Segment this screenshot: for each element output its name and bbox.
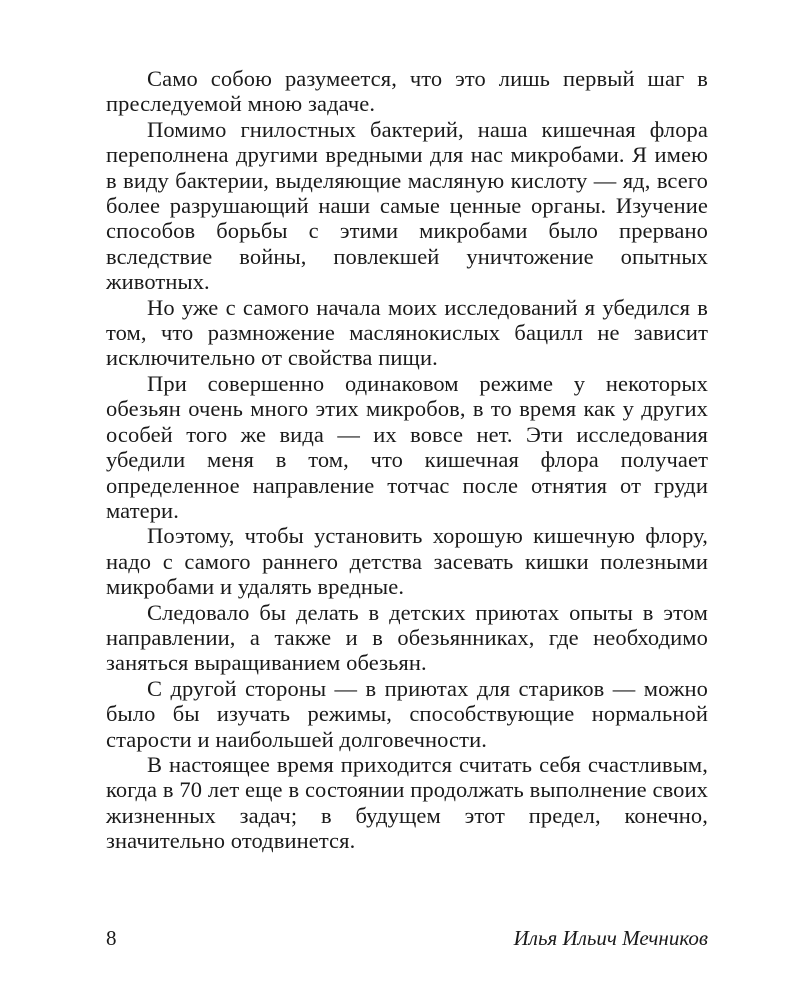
running-title: Илья Ильич Мечников [513, 926, 708, 950]
paragraph: При совершенно одинаковом режиме у некоторых обезьян очень много этих микробов, в то время как у других особей того же вида — их вовсе нет. Эти исследования убедили меня в том, что кишечная флора получает определенное направление тотчас после отнятия от груди матери. [106, 370, 708, 523]
paragraph: В настоящее время приходится считать себя счастливым, когда в 70 лет еще в состоянии продолжать выполнение своих жизненных задач; в будущем этот предел, конечно, значительно отодвинется. [106, 751, 708, 854]
paragraph: Но уже с самого начала моих исследований я убедился в том, что размножение маслянокислых бацилл не зависит исключительно от свойства пищи. [106, 294, 708, 371]
paragraph: Помимо гнилостных бактерий, наша кишечная флора переполнена другими вредными для нас микробами. Я имею в виду бактерии, выделяющие масляную кислоту — яд, всего более разрушающий наши самые ценные органы. Изучение способов борьбы с этими микробами было прервано вследствие войны, повлекшей уничтожение опытных животных. [106, 116, 708, 295]
paragraph: С другой стороны — в приютах для стариков — можно было бы изучать режимы, способствующие нормальной старости и наибольшей долговечности. [106, 675, 708, 752]
paragraph: Поэтому, чтобы установить хорошую кишечную флору, надо с самого раннего детства засевать кишки полезными микробами и удалять вредные. [106, 523, 708, 600]
page-number: 8 [106, 926, 117, 950]
page-footer [106, 924, 708, 954]
paragraph: Само собою разумеется, что это лишь первый шаг в преследуемой мною задаче. [106, 66, 708, 117]
paragraph: Следовало бы делать в детских приютах опыты в этом направлении, а также и в обезьянниках, где необходимо заняться выращиванием обезьян. [106, 599, 708, 676]
body-text [106, 66, 708, 854]
